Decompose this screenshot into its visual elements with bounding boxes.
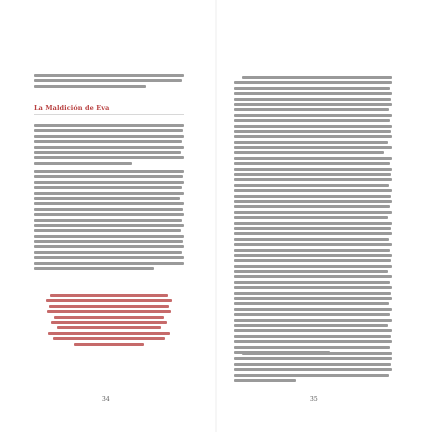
body-paragraph-2 — [34, 170, 184, 272]
page-number-right: 35 — [310, 396, 318, 403]
section-heading: La Maldición de Eva — [34, 104, 110, 112]
right-paragraph-2 — [234, 352, 392, 384]
right-paragraph-1 — [234, 76, 392, 356]
body-paragraph-1 — [34, 124, 184, 167]
page-number-left: 34 — [102, 396, 110, 403]
intro-paragraph — [34, 74, 184, 90]
right-page — [216, 0, 432, 432]
epigraph-quote — [46, 294, 172, 348]
heading-rule — [34, 114, 184, 115]
